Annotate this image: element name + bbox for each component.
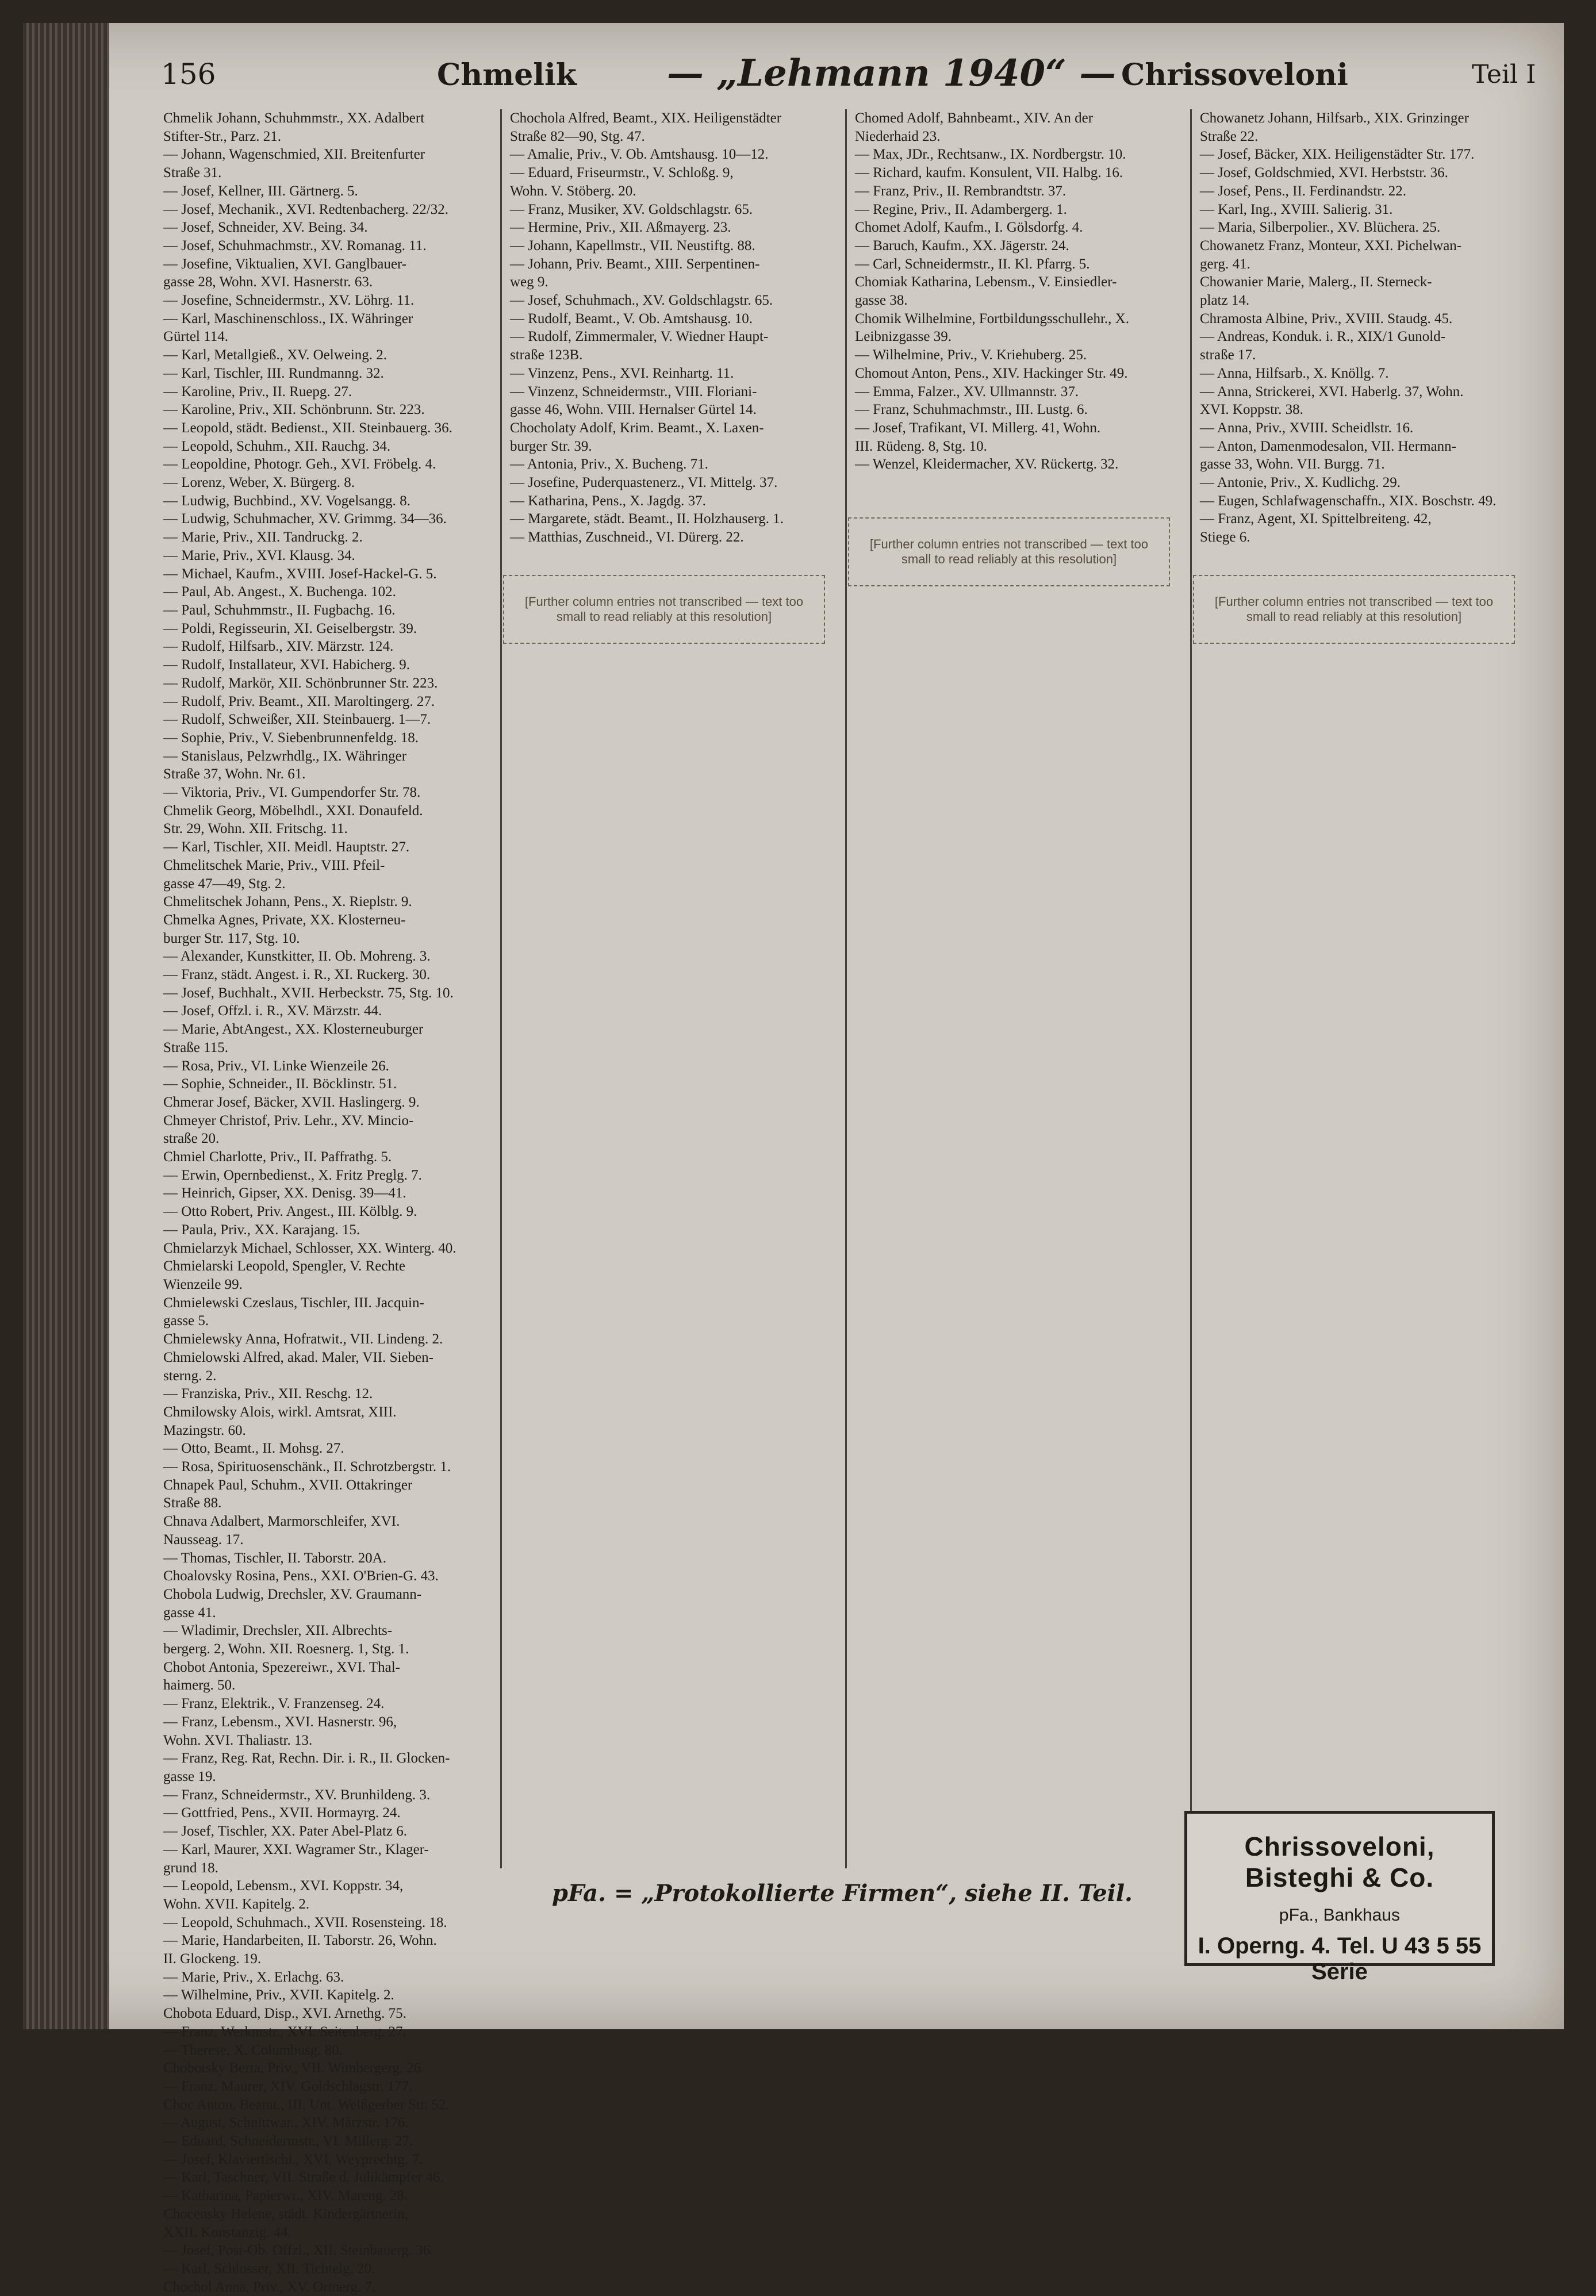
- directory-entry-line: — Paula, Priv., XX. Karajang. 15.: [163, 1222, 360, 1238]
- ad-company-name: Chrissoveloni, Bisteghi & Co.: [1244, 1832, 1435, 1892]
- directory-entry-line: — Lorenz, Weber, X. Bürgerg. 8.: [163, 475, 355, 491]
- directory-entry-line: — Josef, Tischler, XX. Pater Abel-Platz 6.: [163, 1823, 407, 1840]
- directory-entry-line: — Margarete, städt. Beamt., II. Holzhauserg. 1.: [510, 511, 784, 527]
- directory-entry-line: Chomed Adolf, Bahnbeamt., XIV. An der: [855, 110, 1094, 126]
- directory-entry-line: Chobotsky Berta, Priv., VII. Wimbergerg. 26.: [163, 2060, 425, 2076]
- directory-entry-line: — Rudolf, Zimmermaler, V. Wiedner Haupt-: [510, 329, 769, 345]
- directory-entry-line: Chobot Antonia, Spezereiwr., XVI. Thal-: [163, 1659, 400, 1675]
- directory-entry-line: — Andreas, Konduk. i. R., XIX/1 Gunold-: [1200, 329, 1446, 345]
- directory-entry-line: — Johann, Priv. Beamt., XIII. Serpentinen-: [510, 256, 760, 272]
- directory-entry-line: — Wenzel, Kleidermacher, XV. Rückertg. 32.: [855, 456, 1119, 473]
- directory-entry-line: — Maria, Silberpolier., XV. Blüchera. 25.: [1200, 220, 1441, 236]
- directory-entry-line: — Johann, Wagenschmied, XII. Breitenfurter: [163, 147, 425, 163]
- directory-entry-line: — Leopold, Schuhm., XII. Rauchg. 34.: [163, 438, 391, 454]
- directory-entry-line: — Otto, Beamt., II. Mohsg. 27.: [163, 1441, 344, 1457]
- directory-entry-line: — Katharina, Papierwr., XIV. Mareng. 28.: [163, 2188, 408, 2204]
- directory-entry-line: — Therese, X. Columbusg. 80.: [163, 2042, 343, 2058]
- directory-entry-line: — Rudolf, Installateur, XVI. Habicherg. 9.: [163, 657, 410, 673]
- directory-entry-line: — Karl, Maurer, XXI. Wagramer Str., Klager-: [163, 1841, 429, 1857]
- directory-entry-line: — Poldi, Regisseurin, XI. Geiselbergstr. 39.: [163, 620, 417, 636]
- header-last-entry: Chrissoveloni: [1121, 57, 1348, 93]
- directory-entry-line: — Josef, Trafikant, VI. Millerg. 41, Wohn.: [855, 420, 1101, 436]
- directory-entry-line: Wohn. XVI. Thaliastr. 13.: [163, 1732, 313, 1748]
- directory-entry-line: — Josefine, Schneidermstr., XV. Löhrg. 11.: [163, 293, 415, 309]
- directory-entry-line: — Franz, Lebensm., XVI. Hasnerstr. 96,: [163, 1714, 397, 1730]
- directory-entry-line: — Amalie, Priv., V. Ob. Amtshausg. 10—12.: [510, 147, 769, 163]
- directory-entry-line: — Rudolf, Priv. Beamt., XII. Maroltingerg. 27.: [163, 693, 435, 709]
- directory-entry-line: — Karl, Tischler, XII. Meidl. Hauptstr. 27.: [163, 839, 410, 855]
- directory-entry-line: — Rudolf, Hilfsarb., XIV. Märzstr. 124.: [163, 639, 394, 655]
- directory-entry-line: — Josefine, Viktualien, XVI. Ganglbauer-: [163, 256, 407, 272]
- directory-entry-line: Chochola Alfred, Beamt., XIX. Heiligenstädter: [510, 110, 782, 126]
- book-title: — „Lehmann 1940“ —: [667, 52, 1117, 95]
- directory-entry-line: Chnava Adalbert, Marmorschleifer, XVI.: [163, 1514, 400, 1530]
- directory-entry-line: — Karl, Taschner, VII. Straße d. Julikämpfer 46.: [163, 2170, 444, 2186]
- directory-entry-line: — Vinzenz, Schneidermstr., VIII. Floriani-: [510, 383, 757, 400]
- directory-entry-line: — Karl, Maschinenschloss., IX. Währinger: [163, 310, 413, 327]
- directory-entry-line: Chmielarski Leopold, Spengler, V. Rechte: [163, 1258, 405, 1274]
- directory-entry-line: Stifter-Str., Parz. 21.: [163, 128, 282, 144]
- directory-entry-line: — Franz, Schuhmachmstr., III. Lustg. 6.: [855, 402, 1088, 418]
- directory-entry-line: — Josef, Goldschmied, XVI. Herbststr. 36.: [1200, 165, 1448, 181]
- directory-entry-line: Chowanetz Johann, Hilfsarb., XIX. Grinzinger: [1200, 110, 1469, 126]
- column-3-untranscribed-note: [Further column entries not transcribed — text too small to read reliably at this resolution]: [848, 517, 1170, 586]
- directory-entry-line: — Anna, Hilfsarb., X. Knöllg. 7.: [1200, 365, 1389, 381]
- directory-entry-line: Straße 82—90, Stg. 47.: [510, 128, 645, 144]
- directory-entry-line: — Anna, Strickerei, XVI. Haberlg. 37, Wohn.: [1200, 383, 1464, 400]
- directory-entry-line: — Sophie, Priv., V. Siebenbrunnenfeldg. 18.: [163, 730, 419, 746]
- directory-entry-line: Chomik Wilhelmine, Fortbildungsschullehr., X.: [855, 310, 1129, 327]
- directory-entry-line: — Wilhelmine, Priv., XVII. Kapitelg. 2.: [163, 1987, 394, 2003]
- directory-entry-line: — Marie, Priv., XVI. Klausg. 34.: [163, 547, 355, 563]
- directory-entry-line: gasse 47—49, Stg. 2.: [163, 876, 286, 892]
- directory-entry-line: — Thomas, Tischler, II. Taborstr. 20A.: [163, 1550, 386, 1566]
- directory-entry-line: — Antonie, Priv., X. Kudlichg. 29.: [1200, 475, 1401, 491]
- directory-entry-line: — Paul, Ab. Angest., X. Buchenga. 102.: [163, 584, 396, 600]
- directory-entry-line: — Marie, AbtAngest., XX. Klosterneuburger: [163, 1022, 424, 1038]
- directory-entry-line: Str. 29, Wohn. XII. Fritschg. 11.: [163, 821, 348, 837]
- directory-entry-line: — Matthias, Zuschneid., VI. Dürerg. 22.: [510, 529, 744, 546]
- directory-entry-line: Chmelka Agnes, Private, XX. Klosterneu-: [163, 912, 406, 928]
- directory-entry-line: — Franz, Reg. Rat, Rechn. Dir. i. R., II. Glocken-: [163, 1750, 450, 1767]
- directory-entry-line: II. Glockeng. 19.: [163, 1951, 262, 1967]
- directory-entry-line: Chobola Ludwig, Drechsler, XV. Graumann-: [163, 1586, 422, 1602]
- directory-entry-line: — Antonia, Priv., X. Bucheng. 71.: [510, 456, 708, 473]
- directory-entry-line: — Ludwig, Buchbind., XV. Vogelsangg. 8.: [163, 493, 410, 509]
- directory-entry-line: — Josef, Mechanik., XVI. Redtenbacherg. 22/32.: [163, 201, 448, 217]
- directory-entry-line: Choc Anton, Beamt., III. Unt. Weißgerber Str. 52.: [163, 2097, 450, 2113]
- directory-entry-line: Chmelik Georg, Möbelhdl., XXI. Donaufeld.: [163, 803, 423, 819]
- directory-entry-line: weg 9.: [510, 274, 548, 290]
- directory-entry-line: — Hermine, Priv., XII. Aßmayerg. 23.: [510, 220, 731, 236]
- directory-entry-line: — Josefine, Puderquastenerz., VI. Mittelg. 37.: [510, 475, 778, 491]
- directory-column-2: [500, 109, 839, 1868]
- directory-entry-line: — Rudolf, Schweißer, XII. Steinbauerg. 1—7.: [163, 712, 431, 728]
- directory-entry-line: — Johann, Kapellmstr., VII. Neustiftg. 88.: [510, 237, 755, 254]
- directory-entry-line: Mazingstr. 60.: [163, 1422, 246, 1438]
- directory-entry-line: gasse 28, Wohn. XVI. Hasnerstr. 63.: [163, 274, 373, 290]
- directory-entry-line: Chmelik Johann, Schuhmmstr., XX. Adalbert: [163, 110, 425, 126]
- directory-entry-line: gasse 5.: [163, 1313, 209, 1329]
- directory-entry-line: — Heinrich, Gipser, XX. Denisg. 39—41.: [163, 1185, 406, 1201]
- directory-entry-line: — Wladimir, Drechsler, XII. Albrechts-: [163, 1623, 393, 1639]
- directory-entry-line: — Josef, Schuhmachmstr., XV. Romanag. 11.: [163, 237, 427, 254]
- directory-entry-line: — Regine, Priv., II. Adambergerg. 1.: [855, 201, 1067, 217]
- directory-entry-line: — Emma, Falzer., XV. Ullmannstr. 37.: [855, 383, 1079, 400]
- directory-entry-line: Chomout Anton, Pens., XIV. Hackinger Str. 49.: [855, 365, 1128, 381]
- directory-entry-line: — Anna, Priv., XVIII. Scheidlstr. 16.: [1200, 420, 1414, 436]
- directory-entry-line: — Anton, Damenmodesalon, VII. Hermann-: [1200, 438, 1456, 454]
- directory-entry-line: — August, Schnittwar., XIV. Märzstr. 176.: [163, 2115, 409, 2131]
- directory-entry-line: Chramosta Albine, Priv., XVIII. Staudg. 45.: [1200, 310, 1453, 327]
- directory-entry-line: — Josef, Kellner, III. Gärtnerg. 5.: [163, 183, 358, 199]
- directory-entry-line: gasse 19.: [163, 1768, 216, 1784]
- directory-entry-line: — Franz, Maurer, XIV. Goldschlagstr. 177.: [163, 2078, 413, 2094]
- directory-entry-line: Chowanier Marie, Malerg., II. Sterneck-: [1200, 274, 1432, 290]
- directory-entry-line: — Sophie, Schneider., II. Böcklinstr. 51.: [163, 1076, 397, 1092]
- directory-entry-line: platz 14.: [1200, 293, 1250, 309]
- header-first-entry: Chmelik: [437, 57, 577, 93]
- page-footer-note: pFa. = „Protokollierte Firmen“, siehe II. Teil.: [552, 1880, 1133, 1907]
- part-label: Teil I: [1472, 60, 1536, 89]
- directory-entry-line: grund 18.: [163, 1860, 218, 1876]
- directory-entry-line: gasse 46, Wohn. VIII. Hernalser Gürtel 14.: [510, 402, 757, 418]
- directory-entry-line: Stiege 6.: [1200, 529, 1250, 546]
- directory-entry-line: Gürtel 114.: [163, 329, 228, 345]
- directory-entry-line: gasse 41.: [163, 1604, 216, 1621]
- directory-entry-line: Chmielowski Alfred, akad. Maler, VII. Sieben-: [163, 1349, 433, 1365]
- directory-entry-line: — Josef, Buchhalt., XVII. Herbeckstr. 75, Stg. 10.: [163, 985, 454, 1001]
- directory-entry-line: Wohn. XVII. Kapitelg. 2.: [163, 1896, 310, 1912]
- directory-entry-line: Straße 88.: [163, 1495, 222, 1511]
- directory-entry-line: Straße 31.: [163, 165, 222, 181]
- directory-entry-line: Niederhaid 23.: [855, 128, 941, 144]
- directory-entry-line: — Katharina, Pens., X. Jagdg. 37.: [510, 493, 706, 509]
- directory-entry-line: — Eugen, Schlafwagenschaffn., XIX. Boschstr. 49.: [1200, 493, 1497, 509]
- directory-entry-line: — Richard, kaufm. Konsulent, VII. Halbg. 16.: [855, 165, 1123, 181]
- directory-entry-line: — Ludwig, Schuhmacher, XV. Grimmg. 34—36.: [163, 511, 447, 527]
- directory-entry-line: — Franziska, Priv., XII. Reschg. 12.: [163, 1386, 373, 1402]
- directory-entry-line: — Karoline, Priv., II. Ruepg. 27.: [163, 383, 352, 400]
- directory-entry-line: — Carl, Schneidermstr., II. Kl. Pfarrg. 5.: [855, 256, 1090, 272]
- directory-entry-line: Straße 22.: [1200, 128, 1259, 144]
- directory-entry-line: Chowanetz Franz, Monteur, XXI. Pichelwan-: [1200, 237, 1462, 254]
- directory-entry-line: — Rudolf, Beamt., V. Ob. Amtshausg. 10.: [510, 310, 753, 327]
- directory-entry-line: burger Str. 117, Stg. 10.: [163, 930, 300, 946]
- directory-entry-line: — Max, JDr., Rechtsanw., IX. Nordbergstr. 10.: [855, 147, 1126, 163]
- directory-entry-line: Chnapek Paul, Schuhm., XVII. Ottakringer: [163, 1477, 413, 1493]
- directory-entry-line: — Rudolf, Markör, XII. Schönbrunner Str. 223.: [163, 675, 438, 691]
- directory-entry-line: — Franz, städt. Angest. i. R., XI. Ruckerg. 30.: [163, 967, 431, 983]
- directory-entry-line: — Karl, Tischler, III. Rundmanng. 32.: [163, 365, 384, 381]
- directory-column-1: [155, 109, 494, 2295]
- column-2-untranscribed-note: [Further column entries not transcribed — text too small to read reliably at this resolution]: [503, 575, 825, 644]
- directory-entry-line: — Josef, Bäcker, XIX. Heiligenstädter Str. 177.: [1200, 147, 1475, 163]
- directory-entry-line: — Leopoldine, Photogr. Geh., XVI. Fröbelg. 4.: [163, 456, 436, 473]
- directory-entry-line: — Karoline, Priv., XII. Schönbrunn. Str. 223.: [163, 402, 425, 418]
- advertisement-box: [1184, 1811, 1495, 1984]
- directory-entry-line: — Leopold, Lebensm., XVI. Koppstr. 34,: [163, 1878, 404, 1894]
- directory-entry-line: — Josef, Schuhmach., XV. Goldschlagstr. 65.: [510, 293, 773, 309]
- directory-entry-line: Wohn. V. Stöberg. 20.: [510, 183, 636, 199]
- directory-entry-line: Chmelitschek Marie, Priv., VIII. Pfeil-: [163, 857, 385, 873]
- directory-entry-line: Nausseag. 17.: [163, 1531, 244, 1548]
- directory-entry-line: Chochol Anna, Priv., XV. Ortnerg. 7.: [163, 2279, 375, 2295]
- directory-entry-line: — Rosa, Priv., VI. Linke Wienzeile 26.: [163, 1058, 389, 1074]
- directory-entry-line: Chocensky Helene, städt. Kindergärtnerin,: [163, 2206, 408, 2222]
- directory-entry-line: — Leopold, Schuhmach., XVII. Rosensteing. 18.: [163, 1914, 447, 1930]
- directory-entry-line: — Josef, Schneider, XV. Being. 34.: [163, 220, 368, 236]
- directory-entry-line: Chobota Eduard, Disp., XVI. Arnethg. 75.: [163, 2006, 406, 2022]
- directory-entry-line: straße 20.: [163, 1131, 220, 1147]
- directory-entry-line: straße 123B.: [510, 347, 583, 363]
- directory-entry-line: — Marie, Priv., X. Erlachg. 63.: [163, 1969, 344, 1985]
- directory-entry-line: — Franz, Elektrik., V. Franzenseg. 24.: [163, 1696, 385, 1712]
- directory-entry-line: — Baruch, Kaufm., XX. Jägerstr. 24.: [855, 237, 1069, 254]
- directory-entry-line: — Josef, Pens., II. Ferdinandstr. 22.: [1200, 183, 1406, 199]
- directory-entry-line: gerg. 41.: [1200, 256, 1250, 272]
- directory-entry-line: XXII. Konstanzig. 44.: [163, 2224, 291, 2240]
- directory-entry-line: Leibnizgasse 39.: [855, 329, 952, 345]
- directory-entry-line: — Stanislaus, Pelzwrhdlg., IX. Währinger: [163, 748, 407, 764]
- directory-entry-line: III. Rüdeng. 8, Stg. 10.: [855, 438, 987, 454]
- directory-entry-line: — Marie, Handarbeiten, II. Taborstr. 26, Wohn.: [163, 1933, 437, 1949]
- directory-entry-line: — Franz, Musiker, XV. Goldschlagstr. 65.: [510, 201, 753, 217]
- directory-entry-line: Chmielewski Czeslaus, Tischler, III. Jacquin-: [163, 1295, 424, 1311]
- page-number: 156: [161, 57, 216, 91]
- directory-entry-line: — Erwin, Opernbedienst., X. Fritz Preglg. 7.: [163, 1167, 422, 1183]
- directory-entry-line: — Franz, Schneidermstr., XV. Brunhildeng. 3.: [163, 1787, 431, 1803]
- directory-entry-line: Chmelitschek Johann, Pens., X. Rieplstr. 9.: [163, 894, 412, 910]
- directory-entry-line: — Wilhelmine, Priv., V. Kriehuberg. 25.: [855, 347, 1087, 363]
- directory-entry-line: — Karl, Metallgieß., XV. Oelweing. 2.: [163, 347, 388, 363]
- directory-entry-line: Straße 115.: [163, 1039, 228, 1055]
- ad-address: I. Operng. 4. Tel. U 43 5 55 Serie: [1198, 1933, 1482, 1984]
- directory-entry-line: — Alexander, Kunstkitter, II. Ob. Mohreng. 3.: [163, 949, 431, 965]
- directory-entry-line: — Eduard, Friseurmstr., V. Schloßg. 9,: [510, 165, 734, 181]
- directory-entry-line: — Franz, Priv., II. Rembrandtstr. 37.: [855, 183, 1066, 199]
- directory-entry-line: — Marie, Priv., XII. Tandruckg. 2.: [163, 529, 363, 546]
- directory-entry-line: Chomet Adolf, Kaufm., I. Gölsdorfg. 4.: [855, 220, 1083, 236]
- directory-entry-line: gasse 38.: [855, 293, 908, 309]
- directory-entry-line: — Franz, Werkmstr., XVI. Seitenberg. 27.: [163, 2024, 406, 2040]
- directory-entry-line: Chmielewsky Anna, Hofratwit., VII. Lindeng. 2.: [163, 1331, 443, 1347]
- directory-entry-line: bergerg. 2, Wohn. XII. Roesnerg. 1, Stg. 1.: [163, 1641, 409, 1657]
- directory-entry-line: — Karl, Schlosser, XII. Tichtelg. 20.: [163, 2260, 375, 2276]
- directory-entry-line: straße 17.: [1200, 347, 1256, 363]
- directory-entry-line: burger Str. 39.: [510, 438, 592, 454]
- directory-entry-line: Choalovsky Rosina, Pens., XXI. O'Brien-G. 43.: [163, 1568, 439, 1584]
- directory-entry-line: Chmeyer Christof, Priv. Lehr., XV. Mincio-: [163, 1112, 414, 1128]
- directory-entry-line: — Otto Robert, Priv. Angest., III. Kölblg. 9.: [163, 1204, 417, 1220]
- directory-entry-line: — Eduard, Schneidermstr., VI. Millerg. 27.: [163, 2133, 413, 2149]
- directory-entry-line: — Viktoria, Priv., VI. Gumpendorfer Str. 78.: [163, 785, 421, 801]
- directory-column-3: [845, 109, 1184, 1868]
- directory-entry-line: — Michael, Kaufm., XVIII. Josef-Hackel-G. 5.: [163, 566, 437, 582]
- ad-subtitle: pFa., Bankhaus: [1279, 1906, 1401, 1925]
- directory-entry-line: Chmerar Josef, Bäcker, XVII. Haslingerg. 9.: [163, 1094, 420, 1110]
- directory-entry-line: — Josef, Offzl. i. R., XV. Märzstr. 44.: [163, 1003, 382, 1019]
- directory-entry-line: — Vinzenz, Pens., XVI. Reinhartg. 11.: [510, 365, 734, 381]
- directory-entry-line: Chmilowsky Alois, wirkl. Amtsrat, XIII.: [163, 1404, 397, 1420]
- directory-entry-line: sterng. 2.: [163, 1368, 217, 1384]
- directory-entry-line: Chomiak Katharina, Lebensm., V. Einsiedler-: [855, 274, 1117, 290]
- directory-entry-line: — Gottfried, Pens., XVII. Hormayrg. 24.: [163, 1805, 401, 1821]
- page-header: [115, 34, 1541, 95]
- directory-entry-line: Straße 37, Wohn. Nr. 61.: [163, 766, 306, 782]
- directory-entry-line: Chmielarzyk Michael, Schlosser, XX. Winterg. 40.: [163, 1240, 456, 1256]
- directory-entry-line: Chmiel Charlotte, Priv., II. Paffrathg. 5.: [163, 1149, 392, 1165]
- column-4-untranscribed-note: [Further column entries not transcribed — text too small to read reliably at this resolution]: [1193, 575, 1515, 644]
- directory-entry-line: — Rosa, Spirituosenschänk., II. Schrotzbergstr. 1.: [163, 1459, 451, 1475]
- book-page-edges: [23, 23, 109, 2029]
- directory-entry-line: — Karl, Ing., XVIII. Salierig. 31.: [1200, 201, 1393, 217]
- directory-entry-line: — Josef, Post-Ob. Offzl., XII. Steinbauerg. 36.: [163, 2243, 434, 2259]
- directory-entry-line: gasse 33, Wohn. VII. Burgg. 71.: [1200, 456, 1385, 473]
- directory-entry-line: — Paul, Schuhmmstr., II. Fugbachg. 16.: [163, 602, 396, 618]
- directory-entry-line: — Leopold, städt. Bedienst., XII. Steinbauerg. 36.: [163, 420, 452, 436]
- directory-column-4: [1190, 109, 1529, 1868]
- directory-entry-line: XVI. Koppstr. 38.: [1200, 402, 1303, 418]
- directory-entry-line: — Franz, Agent, XI. Spittelbreiteng. 42,: [1200, 511, 1432, 527]
- directory-entry-line: haimerg. 50.: [163, 1677, 236, 1694]
- directory-entry-line: Wienzeile 99.: [163, 1277, 243, 1292]
- directory-entry-line: — Josef, Klaviertischl., XVI. Weyprechtg. 7.: [163, 2151, 423, 2167]
- directory-entry-line: Chocholaty Adolf, Krim. Beamt., X. Laxen-: [510, 420, 764, 436]
